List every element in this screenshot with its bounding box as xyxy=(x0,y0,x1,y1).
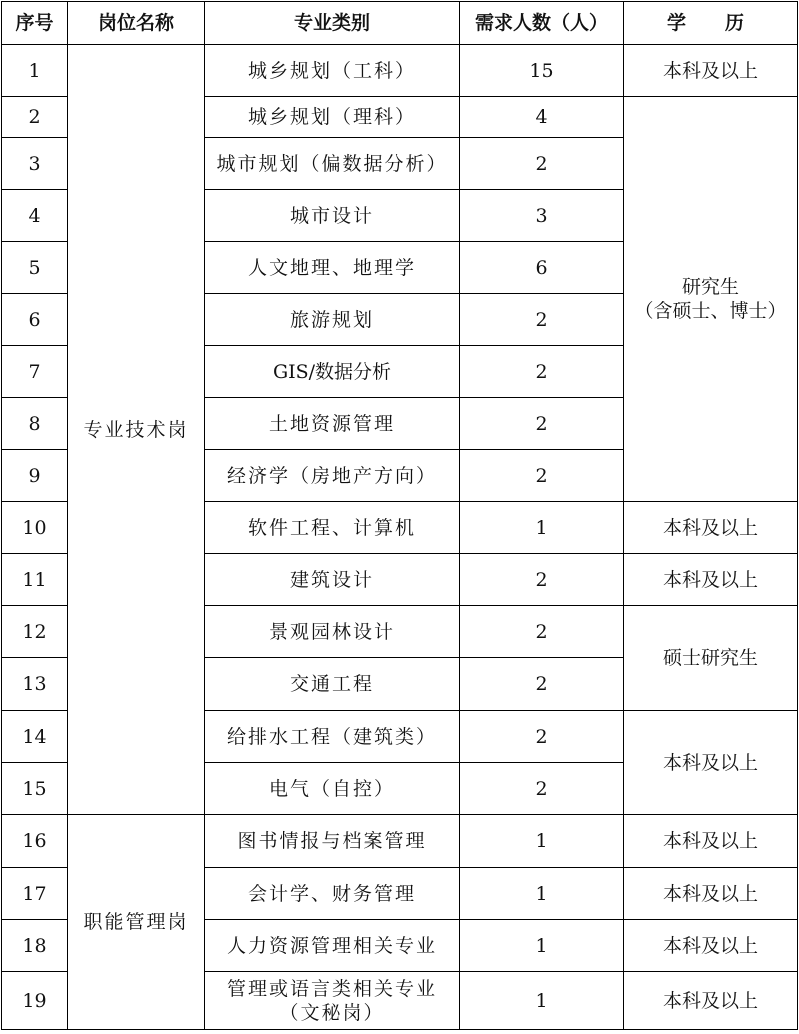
count-cell: 15 xyxy=(460,45,624,97)
seq-cell: 9 xyxy=(2,450,68,502)
education-graduate xyxy=(624,97,798,502)
major-cell: 会计学、财务管理 xyxy=(205,868,460,920)
major-cell: 电气（自控） xyxy=(205,763,460,815)
count-cell: 1 xyxy=(460,868,624,920)
count-cell: 2 xyxy=(460,554,624,606)
education-cell: 本科及以上 xyxy=(624,972,798,1030)
count-cell: 3 xyxy=(460,190,624,242)
recruitment-table xyxy=(1,1,798,1030)
header-row xyxy=(2,2,798,45)
seq-cell: 5 xyxy=(2,242,68,294)
header-count: 需求人数（人） xyxy=(460,2,624,45)
education-graduate-line1: 研究生 xyxy=(681,276,739,298)
education-cell: 本科及以上 xyxy=(624,554,798,606)
count-cell: 6 xyxy=(460,242,624,294)
seq-cell: 16 xyxy=(2,815,68,868)
seq-cell: 2 xyxy=(2,97,68,138)
major-cell: 人力资源管理相关专业 xyxy=(205,920,460,972)
major-cell: 交通工程 xyxy=(205,658,460,711)
count-cell: 1 xyxy=(460,815,624,868)
count-cell: 2 xyxy=(460,658,624,711)
major-cell: 经济学（房地产方向） xyxy=(205,450,460,502)
seq-cell: 3 xyxy=(2,138,68,190)
education-masters: 硕士研究生 xyxy=(624,606,798,711)
count-cell: 2 xyxy=(460,606,624,658)
count-cell: 2 xyxy=(460,138,624,190)
education-cell: 本科及以上 xyxy=(624,815,798,868)
table-row xyxy=(2,815,798,868)
major-cell: GIS/数据分析 xyxy=(205,346,460,398)
major-cell: 给排水工程（建筑类） xyxy=(205,711,460,763)
major-line: 管理或语言类相关专业 xyxy=(226,977,437,1000)
education-cell: 本科及以上 xyxy=(624,868,798,920)
header-seq: 序号 xyxy=(2,2,68,45)
header-major: 专业类别 xyxy=(205,2,460,45)
major-cell: 城市规划（偏数据分析） xyxy=(205,138,460,190)
seq-cell: 17 xyxy=(2,868,68,920)
seq-cell: 6 xyxy=(2,294,68,346)
education-cell: 本科及以上 xyxy=(624,45,798,97)
seq-cell: 11 xyxy=(2,554,68,606)
major-cell: 人文地理、地理学 xyxy=(205,242,460,294)
count-cell: 2 xyxy=(460,711,624,763)
count-cell: 2 xyxy=(460,763,624,815)
major-cell: 旅游规划 xyxy=(205,294,460,346)
header-education: 学 历 xyxy=(624,2,798,45)
position-technical: 专业技术岗 xyxy=(68,45,205,815)
count-cell: 2 xyxy=(460,450,624,502)
major-cell xyxy=(205,972,460,1030)
count-cell: 2 xyxy=(460,346,624,398)
seq-cell: 1 xyxy=(2,45,68,97)
major-cell: 土地资源管理 xyxy=(205,398,460,450)
seq-cell: 7 xyxy=(2,346,68,398)
seq-cell: 4 xyxy=(2,190,68,242)
seq-cell: 13 xyxy=(2,658,68,711)
count-cell: 2 xyxy=(460,398,624,450)
count-cell: 1 xyxy=(460,920,624,972)
seq-cell: 12 xyxy=(2,606,68,658)
major-cell: 城乡规划（工科） xyxy=(205,45,460,97)
count-cell: 1 xyxy=(460,502,624,554)
major-cell: 建筑设计 xyxy=(205,554,460,606)
header-position: 岗位名称 xyxy=(68,2,205,45)
education-cell: 本科及以上 xyxy=(624,711,798,815)
count-cell: 4 xyxy=(460,97,624,138)
seq-cell: 15 xyxy=(2,763,68,815)
count-cell: 1 xyxy=(460,972,624,1030)
major-cell: 城乡规划（理科） xyxy=(205,97,460,138)
major-cell: 软件工程、计算机 xyxy=(205,502,460,554)
seq-cell: 10 xyxy=(2,502,68,554)
education-graduate-line2: （含硕士、博士） xyxy=(634,300,787,322)
education-cell: 本科及以上 xyxy=(624,920,798,972)
seq-cell: 19 xyxy=(2,972,68,1030)
seq-cell: 8 xyxy=(2,398,68,450)
count-cell: 2 xyxy=(460,294,624,346)
major-cell: 景观园林设计 xyxy=(205,606,460,658)
position-functional: 职能管理岗 xyxy=(68,815,205,1030)
table-row xyxy=(2,45,798,97)
major-cell: 图书情报与档案管理 xyxy=(205,815,460,868)
seq-cell: 18 xyxy=(2,920,68,972)
education-cell: 本科及以上 xyxy=(624,502,798,554)
major-cell: 城市设计 xyxy=(205,190,460,242)
major-line: （文秘岗） xyxy=(279,1001,385,1024)
seq-cell: 14 xyxy=(2,711,68,763)
